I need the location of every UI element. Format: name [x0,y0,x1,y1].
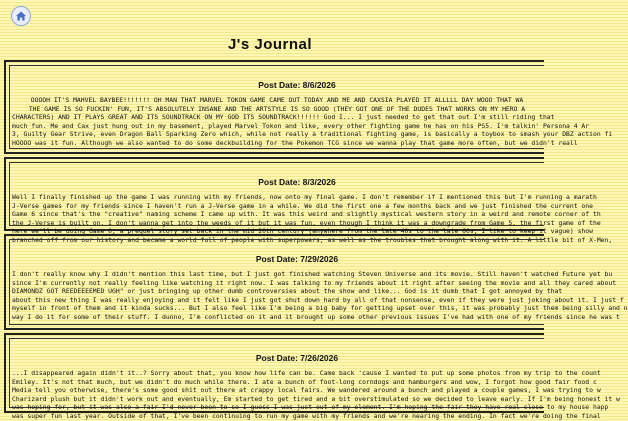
post-line: CHARACTERS) AND IT PLAYS GREAT AND ITS SOUNDTRACK ON MY GOD ITS SOUNDTRACK!!!!!! God I... I just needed to get that out I'm still riding that [12,113,555,122]
post-line: I don't really know why I didn't mention this last time, but I just got finished watching Steven Universe and its movie. Still haven't watched Future yet bu [12,270,613,278]
post-line: Emiley. It's not that much, but we didn't do much while there. I ate a bunch of foot-long corndogs and hamburgers and wow, I forgot how good fair food c [12,377,597,386]
post-body [10,96,613,148]
post-line: Charizard plush but it didn't work out and eventually, Em started to get tired and a bit overstimulated so we decided to leave early. If I'm being honest it w [12,394,620,403]
post-line: 3, Guilty Gear Strive, even Dragon Ball Sparking Zero which, while not really a traditional fighting game, is basically a toybox to smash your DBZ action fi [12,130,613,139]
post-body [10,369,620,421]
post-frame [9,338,620,420]
home-button[interactable] [11,6,31,26]
post-date: Post Date: 7/26/2026 [255,353,339,363]
home-icon [15,10,27,22]
post-line: OOOOH IT'S MAHVEL BAYBEE!!!!!!! OH MAN THAT MARVEL TOKON GAME CAME OUT TODAY AND ME AND CAXSIA PLAYED IT ALLLLL DAY WOOO THAT WA [30,96,524,104]
post-line: was hoping for, but it was also a fair I'd never been to so I guess I was just out of my element. I'm hoping the fair they have real close to my house happ [12,403,609,412]
post-frame [9,162,613,244]
post-frame [9,65,613,149]
journal-post [4,60,613,154]
post-line: here we'll be doing Game 0, a prequel story set back in the mid 20th century (anywhere from the late 40s to the late 60s, I like to keep it vague) show [12,227,593,236]
post-body [10,270,628,322]
journal-feed[interactable] [4,60,628,420]
post-line: branched off from our history and became a world full of people with superpowers, as well as the troubles that brought along with it. A little bit of X-Men, [12,235,613,244]
post-line: DIAMONDZ GOT REEDEEEEMED UGH" or just bringing up other dumb controversies about the show and like... God is it dumb that I got annoyed by that [12,287,563,296]
journal-post [4,333,620,420]
page-title: J's Journal [227,36,313,53]
post-line: THE GAME IS SO FUCKIN' FUN, IT'S ABSOLUTELY INSANE AND THE ARTSTYLE IS SO GOOD (THEY GOT ONE OF THE DUDES THAT WORKS ON MY HERO A [28,104,526,113]
journal-post [4,234,628,330]
post-line: much fun. Me and Cax just hung out in my basement, played Marvel Tokon and like, every other fighting game he has on his PS5. I'm talkin' Persona 4 Ar [12,121,590,130]
post-date: Post Date: 8/3/2026 [258,177,336,187]
post-line: was super fun last year. Outside of that, I've been continuing to run my game with my friends and we're nearing the ending. In fact we're doing the final [12,411,601,420]
post-line: Well I finally finished up the game I was running with my friends, now onto my final game. I don't remember if I mentioned this but I'm running a marath [12,193,597,201]
post-line: Game 6 since that's the "creative" naming scheme I came up with. It was this weird and slightly mystical western story in a weird and remote corner of th [12,210,601,219]
post-date: Post Date: 8/6/2026 [258,80,336,90]
post-line: J-Verse games for my friends since I haven't run a J-Verse game in a while. We did the first one a few months back and we just finished the current one [12,201,593,210]
post-date: Post Date: 7/29/2026 [255,254,339,264]
journal-post [4,157,613,244]
post-line: about this new thing I was really enjoying and it felt like I just got shut down hard by all of that nonsense, even if they were just joking about it. I just f [12,295,624,304]
post-line: myself in front of them and it kinda sucks... But I also feel like I'm being a big baby for getting upset over this, it was probably just them being silly and n [12,304,628,313]
post-line: way I do it for some of their stuff. I dunno, I'm conflicted on it and it brought up some other previous issues I've had with one of my friends since he was t [12,312,620,321]
post-line: ...I disappeared again didn't it..? Sorry about that, you know how life can be. Came back 'cause I wanted to put up some photos from my trip to the count [12,369,601,377]
post-line: the J-Verse is built on. I don't wanna get into the weeds of it but it was fun, even though I think it was a downgrade from Game 5, the first game of the [12,218,601,227]
post-line: Media tell you otherwise, there's some good shit out there at crappy local fairs. We wandered around a bunch and played a couple games, I was trying to w [12,386,601,395]
post-line: HOOOO was it fun. Although we also wanted to do some deckbuilding for the Pokemon TCG since we wanna play that game more often, but we didn't reall [12,138,578,147]
post-line: since I'm currently not really feeling like watching it right now. I was talking to my friends about it right after seeing the movie and all they cared about [12,278,617,287]
